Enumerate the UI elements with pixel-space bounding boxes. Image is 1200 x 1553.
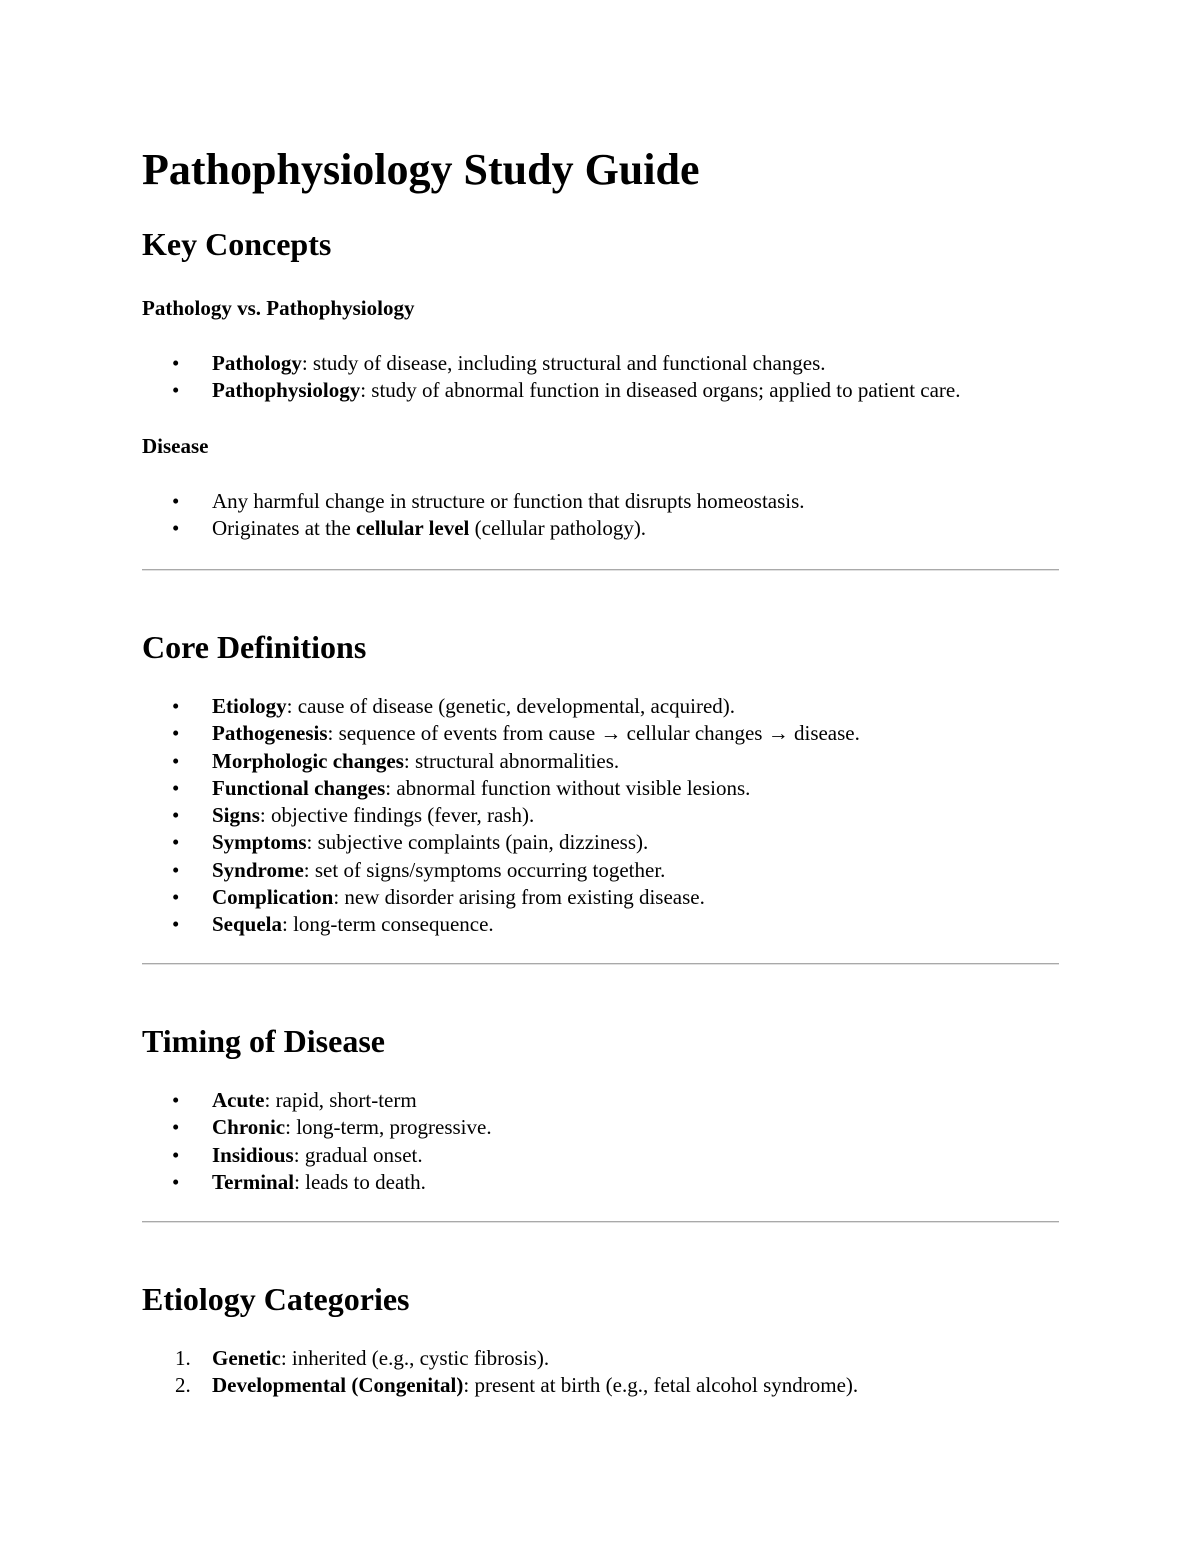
list-item: • Signs: objective findings (fever, rash). bbox=[142, 802, 860, 829]
bullet-icon: • bbox=[172, 885, 180, 910]
list-item: • Functional changes: abnormal function without visible lesions. bbox=[142, 775, 860, 802]
list-item: • Chronic: long-term, progressive. bbox=[142, 1114, 492, 1141]
list-item: • Complication: new disorder arising from existing disease. bbox=[142, 884, 860, 911]
bullet-icon: • bbox=[172, 1115, 180, 1140]
disease-list bbox=[142, 488, 805, 543]
list-item: • Etiology: cause of disease (genetic, developmental, acquired). bbox=[142, 693, 860, 720]
subsection-heading-pathology-vs-pathophysiology: Pathology vs. Pathophysiology bbox=[142, 296, 415, 320]
bullet-icon: • bbox=[172, 1088, 180, 1112]
section-heading-core-definitions: Core Definitions bbox=[142, 629, 367, 665]
section-heading-timing-of-disease: Timing of Disease bbox=[142, 1023, 385, 1059]
section-divider bbox=[142, 1221, 1059, 1223]
list-item: • Sequela: long-term consequence. bbox=[142, 911, 860, 938]
list-item: • Pathophysiology: study of abnormal function in diseased organs; applied to patient care. bbox=[142, 377, 961, 404]
list-item: • Morphologic changes: structural abnormalities. bbox=[142, 748, 860, 775]
bullet-icon: • bbox=[172, 489, 180, 513]
list-item: • Syndrome: set of signs/symptoms occurring together. bbox=[142, 857, 860, 884]
bullet-icon: • bbox=[172, 748, 180, 773]
bullet-icon: • bbox=[172, 694, 180, 718]
list-item: • Pathology: study of disease, including structural and functional changes. bbox=[142, 350, 961, 377]
timing-list bbox=[142, 1087, 492, 1196]
bullet-icon: • bbox=[172, 857, 180, 882]
list-item: 2. Developmental (Congenital): present at birth (e.g., fetal alcohol syndrome). bbox=[142, 1372, 858, 1399]
list-item: • Originates at the cellular level (cellular pathology). bbox=[142, 515, 805, 542]
bullet-icon: • bbox=[172, 775, 180, 800]
document-title: Pathophysiology Study Guide bbox=[142, 145, 700, 194]
list-item: • Symptoms: subjective complaints (pain, dizziness). bbox=[142, 829, 860, 856]
bullet-icon: • bbox=[172, 721, 180, 746]
bullet-icon: • bbox=[172, 378, 180, 403]
bullet-icon: • bbox=[172, 1142, 180, 1167]
bullet-icon: • bbox=[172, 803, 180, 828]
list-item: 1. Genetic: inherited (e.g., cystic fibrosis). bbox=[142, 1345, 858, 1372]
list-item: • Pathogenesis: sequence of events from cause → cellular changes → disease. bbox=[142, 720, 860, 747]
bullet-icon: • bbox=[172, 351, 180, 375]
core-definitions-list bbox=[142, 693, 860, 939]
pathology-list bbox=[142, 350, 961, 405]
section-heading-etiology-categories: Etiology Categories bbox=[142, 1281, 410, 1317]
section-divider bbox=[142, 569, 1059, 571]
list-item: • Insidious: gradual onset. bbox=[142, 1142, 492, 1169]
list-item: • Terminal: leads to death. bbox=[142, 1169, 492, 1196]
list-item: • Acute: rapid, short-term bbox=[142, 1087, 492, 1114]
bullet-icon: • bbox=[172, 1169, 180, 1194]
subsection-heading-disease: Disease bbox=[142, 434, 209, 458]
list-item: • Any harmful change in structure or function that disrupts homeostasis. bbox=[142, 488, 805, 515]
etiology-categories-list bbox=[142, 1345, 858, 1400]
list-number: 2. bbox=[175, 1373, 191, 1398]
section-divider bbox=[142, 963, 1059, 965]
bullet-icon: • bbox=[172, 830, 180, 855]
list-number: 1. bbox=[175, 1346, 191, 1370]
section-heading-key-concepts: Key Concepts bbox=[142, 226, 332, 262]
bullet-icon: • bbox=[172, 912, 180, 937]
bullet-icon: • bbox=[172, 516, 180, 541]
